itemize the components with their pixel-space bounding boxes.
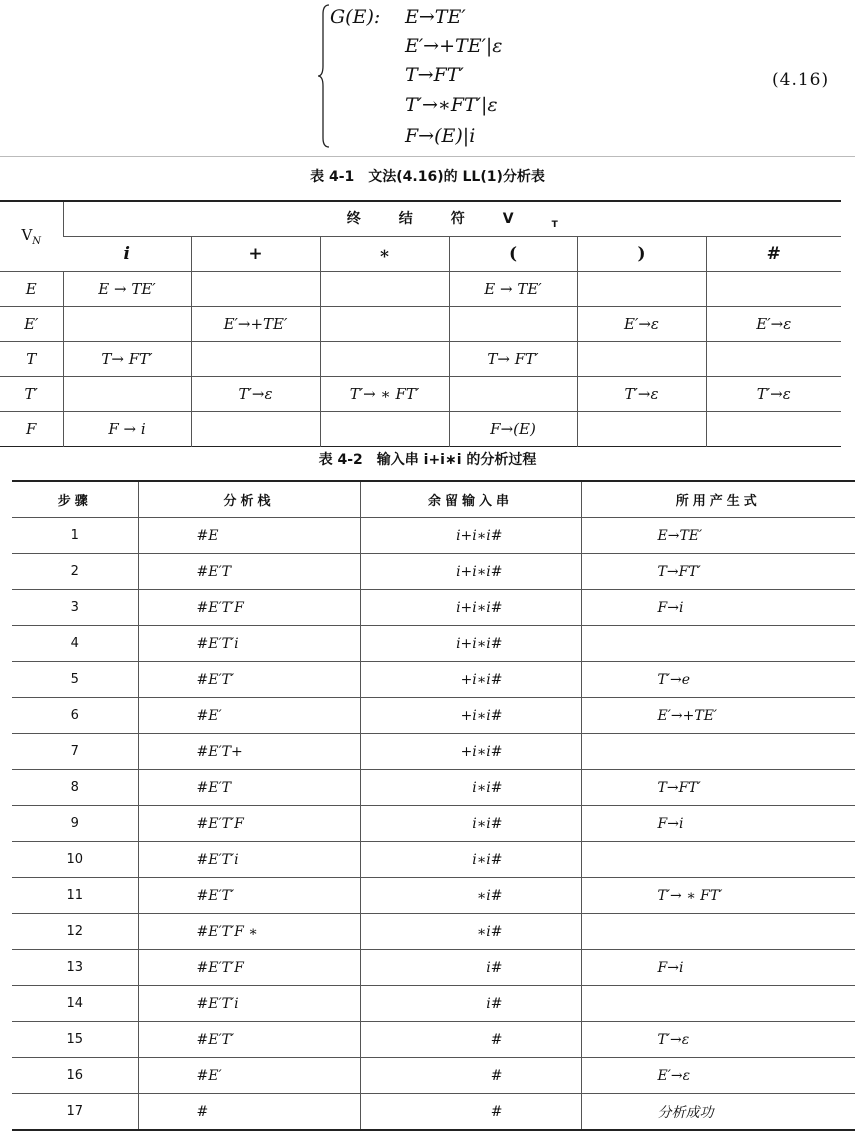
input-cell: +i∗i# — [360, 734, 581, 770]
table-cell: E → TE′ — [449, 272, 577, 307]
table-cell: T→ FT′ — [63, 342, 191, 377]
table-cell: T′→ε — [577, 377, 706, 412]
stack-cell: #E′T′F — [138, 590, 360, 626]
table-row — [12, 734, 855, 770]
stack-cell: #E — [138, 518, 360, 554]
table-cell — [449, 307, 577, 342]
table-cell — [191, 272, 320, 307]
ll1-parsing-table — [0, 200, 841, 447]
stack-cell: #E′ — [138, 1058, 360, 1094]
table-cell — [191, 412, 320, 447]
input-cell: i+i∗i# — [360, 518, 581, 554]
stack-cell: #E′T′ — [138, 662, 360, 698]
step-cell: 13 — [12, 950, 138, 986]
table-row — [0, 272, 841, 307]
input-cell: i+i∗i# — [360, 554, 581, 590]
production-cell — [581, 734, 855, 770]
table-row — [0, 412, 841, 447]
table-4-1-block — [0, 158, 855, 438]
table-row — [12, 1058, 855, 1094]
table-4-1-caption: 表 4-1 文法(4.16)的 LL(1)分析表 — [310, 169, 545, 185]
step-cell: 16 — [12, 1058, 138, 1094]
step-cell: 2 — [12, 554, 138, 590]
step-cell: 9 — [12, 806, 138, 842]
production-cell — [581, 842, 855, 878]
step-cell: 4 — [12, 626, 138, 662]
table-row — [12, 770, 855, 806]
table-cell — [706, 272, 841, 307]
production-cell: F→i — [581, 806, 855, 842]
stack-cell: # — [138, 1094, 360, 1131]
table-row — [12, 986, 855, 1022]
table-cell — [320, 272, 449, 307]
step-cell: 3 — [12, 590, 138, 626]
table-cell: E′→+TE′ — [191, 307, 320, 342]
row-header-vn — [0, 201, 63, 272]
input-cell: i∗i# — [360, 842, 581, 878]
production-cell: T→FT′ — [581, 770, 855, 806]
input-cell: i# — [360, 950, 581, 986]
stack-cell: #E′T′F — [138, 806, 360, 842]
stack-cell: #E′T′ — [138, 878, 360, 914]
table-cell: F → i — [63, 412, 191, 447]
step-cell: 7 — [12, 734, 138, 770]
table-row — [12, 1094, 855, 1131]
table-cell — [63, 307, 191, 342]
table-cell — [63, 377, 191, 412]
table-cell: E′→ε — [577, 307, 706, 342]
grammar-head: G(E): — [330, 6, 381, 28]
table-cell — [320, 342, 449, 377]
table-cell: T→ FT′ — [449, 342, 577, 377]
table-cell — [577, 412, 706, 447]
stack-cell: #E′T′i — [138, 626, 360, 662]
production-cell: T′→ε — [581, 1022, 855, 1058]
table-row — [12, 914, 855, 950]
terminal-header: + — [191, 237, 320, 272]
input-cell: i+i∗i# — [360, 626, 581, 662]
equation-number: (4.16) — [772, 70, 830, 90]
table-cell — [320, 307, 449, 342]
terminal-group-header — [63, 201, 841, 237]
input-cell: # — [360, 1058, 581, 1094]
step-cell: 12 — [12, 914, 138, 950]
stack-cell: #E′T — [138, 554, 360, 590]
stack-cell: #E′T′F — [138, 950, 360, 986]
production-cell: T→FT′ — [581, 554, 855, 590]
table-cell: T′→ε — [706, 377, 841, 412]
step-cell: 1 — [12, 518, 138, 554]
production-cell: 分析成功 — [581, 1094, 855, 1131]
table-row — [12, 698, 855, 734]
table-cell — [191, 342, 320, 377]
production-cell — [581, 626, 855, 662]
table-cell — [577, 342, 706, 377]
input-cell: i∗i# — [360, 806, 581, 842]
column-header-input: 余留输入串 — [360, 481, 581, 518]
table-row — [12, 518, 855, 554]
stack-cell: #E′T′i — [138, 842, 360, 878]
stack-cell: #E′T′ — [138, 1022, 360, 1058]
production-cell: E→TE′ — [581, 518, 855, 554]
production-cell: F→i — [581, 590, 855, 626]
step-cell: 17 — [12, 1094, 138, 1131]
column-header-step: 步骤 — [12, 481, 138, 518]
table-row — [12, 662, 855, 698]
table-row — [12, 842, 855, 878]
terminal-header: ∗ — [320, 237, 449, 272]
table-row — [12, 806, 855, 842]
parse-trace-table — [12, 480, 855, 1131]
production-cell: E′→ε — [581, 1058, 855, 1094]
input-cell: i+i∗i# — [360, 590, 581, 626]
table-row — [12, 878, 855, 914]
vn-symbol: V — [21, 226, 33, 244]
input-cell: # — [360, 1022, 581, 1058]
input-cell: i∗i# — [360, 770, 581, 806]
column-header-stack: 分析栈 — [138, 481, 360, 518]
nonterminal-cell: T′ — [0, 377, 63, 412]
table-cell: T′→ ∗ FT′ — [320, 377, 449, 412]
column-header-production: 所用产生式 — [581, 481, 855, 518]
grammar-rule: E′→+TE′|ε — [405, 35, 503, 57]
table-cell — [706, 342, 841, 377]
step-cell: 11 — [12, 878, 138, 914]
table-4-2-block — [0, 444, 855, 1121]
production-cell — [581, 914, 855, 950]
table-row — [12, 1022, 855, 1058]
stack-cell: #E′T — [138, 770, 360, 806]
production-cell: E′→+TE′ — [581, 698, 855, 734]
nonterminal-cell: F — [0, 412, 63, 447]
grammar-rule: T′→∗FT′|ε — [405, 94, 498, 116]
step-cell: 8 — [12, 770, 138, 806]
table-cell: E → TE′ — [63, 272, 191, 307]
terminal-header: i — [63, 237, 191, 272]
input-cell: # — [360, 1094, 581, 1131]
stack-cell: #E′T′F ∗ — [138, 914, 360, 950]
table-row — [0, 377, 841, 412]
table-4-2-caption: 表 4-2 输入串 i+i∗i 的分析过程 — [318, 452, 537, 468]
vn-subscript: N — [32, 236, 42, 247]
production-cell: T′→ ∗ FT′ — [581, 878, 855, 914]
left-brace — [318, 4, 330, 148]
input-cell: +i∗i# — [360, 698, 581, 734]
step-cell: 6 — [12, 698, 138, 734]
step-cell: 15 — [12, 1022, 138, 1058]
nonterminal-cell: E — [0, 272, 63, 307]
nonterminal-cell: T — [0, 342, 63, 377]
grammar-rule: E→TE′ — [405, 6, 466, 28]
table-cell — [320, 412, 449, 447]
table-row — [12, 950, 855, 986]
table-cell: T′→ε — [191, 377, 320, 412]
vt-subscript: T — [551, 219, 558, 230]
table-cell: E′→ε — [706, 307, 841, 342]
step-cell: 14 — [12, 986, 138, 1022]
production-cell — [581, 986, 855, 1022]
stack-cell: #E′ — [138, 698, 360, 734]
production-cell: T′→e — [581, 662, 855, 698]
table-cell — [706, 412, 841, 447]
grammar-block — [0, 0, 855, 157]
input-cell: +i∗i# — [360, 662, 581, 698]
input-cell: i# — [360, 986, 581, 1022]
nonterminal-cell: E′ — [0, 307, 63, 342]
step-cell: 5 — [12, 662, 138, 698]
input-cell: ∗i# — [360, 878, 581, 914]
table-row — [12, 626, 855, 662]
table-row — [0, 342, 841, 377]
table-cell — [449, 377, 577, 412]
table-row — [12, 590, 855, 626]
terminal-group-label: 终结符 — [346, 211, 503, 228]
stack-cell: #E′T+ — [138, 734, 360, 770]
input-cell: ∗i# — [360, 914, 581, 950]
stack-cell: #E′T′i — [138, 986, 360, 1022]
step-cell: 10 — [12, 842, 138, 878]
terminal-header: # — [706, 237, 841, 272]
table-row — [0, 307, 841, 342]
terminal-header: ) — [577, 237, 706, 272]
table-cell: F→(E) — [449, 412, 577, 447]
terminal-header: ( — [449, 237, 577, 272]
table-row — [12, 554, 855, 590]
vt-symbol: V — [502, 211, 552, 228]
grammar-rule: F→(E)|i — [405, 125, 476, 147]
production-cell: F→i — [581, 950, 855, 986]
grammar-rule: T→FT′ — [405, 64, 464, 86]
table-cell — [577, 272, 706, 307]
